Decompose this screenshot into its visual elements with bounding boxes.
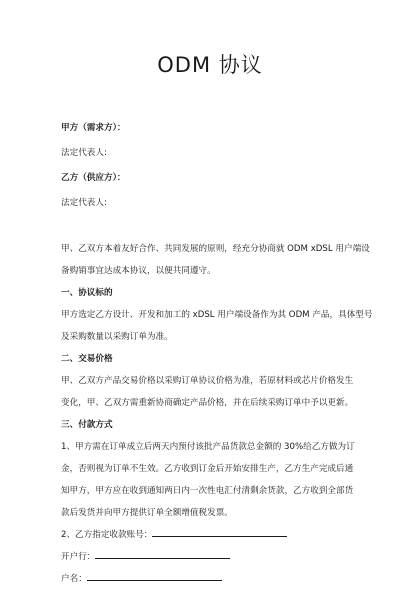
section2-line-1: 甲、乙双方产品交易价格以采购订单协议价格为准，若原材料或芯片价格发生	[61, 376, 354, 386]
party-b-representative: 法定代表人:	[61, 198, 107, 208]
account-label: 2、乙方指定收款账号：	[61, 530, 153, 540]
account-name-blank-line[interactable]	[87, 571, 222, 581]
party-b-label: 乙方（供应方）：	[61, 173, 126, 183]
party-a-label: 甲方（需求方）：	[61, 123, 126, 133]
account-name-row	[61, 568, 380, 590]
section3-line-2: 金，否则视为订单不生效。乙方收到订金后开始安排生产，乙方生产完成后通	[61, 464, 354, 474]
bank-label: 开户行：	[61, 552, 96, 562]
section3-line-4: 款后发货并向甲方提供订单全额增值税发票。	[61, 508, 233, 518]
section1-heading: 一、协议标的	[61, 288, 113, 298]
bank-blank-line[interactable]	[95, 549, 230, 559]
section3-heading: 三、付款方式	[61, 420, 113, 430]
intro-line-1: 甲、乙双方本着友好合作、共同发展的原则，经充分协商就 ODM xDSL 用户端设	[61, 244, 370, 254]
document-title: ODM 协议	[157, 53, 263, 77]
account-row	[61, 524, 380, 546]
bank-row	[61, 546, 380, 568]
section3-line-3: 知甲方，甲方应在收到通知两日内一次性电汇付清剩余货款，乙方收到全部货	[61, 486, 354, 496]
party-a-representative: 法定代表人:	[61, 148, 107, 158]
intro-line-2: 备购销事宜达成本协议，以便共同遵守。	[61, 266, 216, 276]
section1-line-1: 甲方选定乙方设计、开发和加工的 xDSL 用户端设备作为其 ODM 产品，具体型号	[61, 310, 373, 320]
section1-line-2: 及采购数量以采购订单为准。	[61, 332, 173, 342]
section2-heading: 二、交易价格	[61, 354, 113, 364]
account-name-label: 户名：	[61, 574, 87, 584]
account-blank-line[interactable]	[152, 527, 287, 537]
section2-line-2: 变化，甲、乙双方需重新协商确定产品价格，并在后续采购订单中予以更新。	[61, 398, 354, 408]
section3-line-1: 1、甲方需在订单成立后两天内预付该批产品货款总金额的 30%给乙方做为订	[61, 442, 355, 452]
